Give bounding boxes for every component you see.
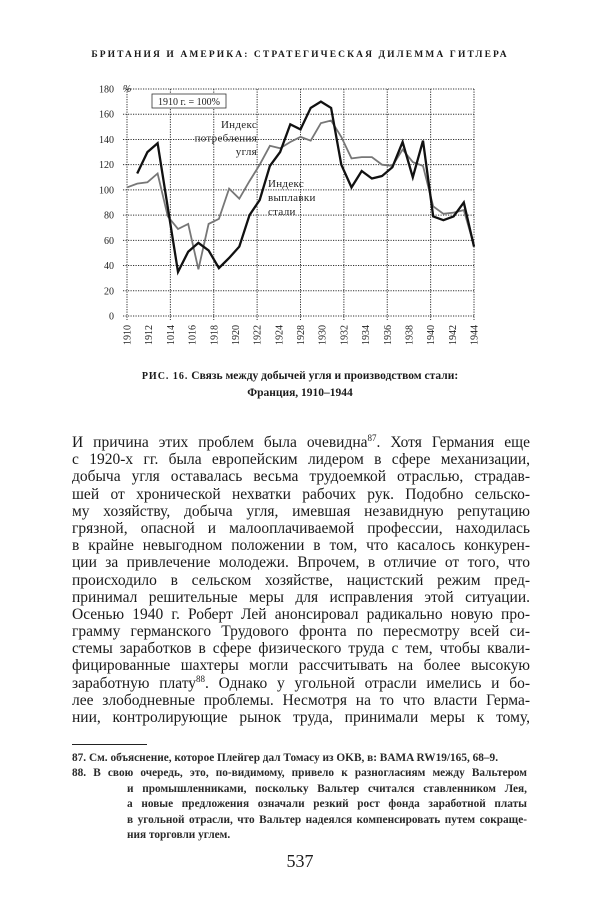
text-line [72,606,530,623]
y-tick-label: 60 [104,235,114,247]
text-segment: нии, контролирующие рынок труда, принимали меры к тому, [72,709,530,726]
text-line [72,692,530,709]
y-tick-labels [99,85,114,323]
text-line [72,675,530,692]
text-line [72,623,530,640]
footnote-line: 87. См. объяснение, которое Плейгер дал Томасу из OKB, в: BAMA RW19/165, 68–9. [72,752,499,764]
steel-series-label: стали [268,206,296,218]
footnote-ref[interactable]: 87 [367,433,377,443]
text-line [72,589,530,606]
steel-output-line [137,102,474,272]
steel-series-label: выплавки [268,192,316,204]
text-segment: лее злободневные проблемы. Несмотря на то что власти Герма- [72,691,530,709]
caption-line-2: Франция, 1910–1944 [247,387,353,399]
x-tick-label: 1932 [339,325,351,345]
x-tick-label: 1014 [165,325,177,345]
x-tick-label: 1928 [296,325,307,345]
text-segment: грамму германского Трудового фронта по пересмотру всей си- [72,623,530,641]
steel-series-label: Индекс [268,178,305,190]
caption-line-1: Связь между добычей угля и производством стали: [191,370,459,382]
x-tick-label: 1910 [122,325,134,345]
text-segment: стемы заработков в сфере физического труда с тем, чтобы квали- [72,640,530,658]
chart-grid [123,89,474,320]
y-tick-label: 160 [99,109,114,121]
x-tick-label: 1924 [274,325,286,345]
x-tick-label: 1920 [230,325,242,345]
x-tick-label: 1940 [426,325,438,345]
text-segment: . Однако у угольной отрасли имелись и бо- [205,674,530,692]
text-segment: ции за привлечение молодежи. Впрочем, в отличие от того, что [72,554,530,572]
y-tick-label: 80 [104,210,114,222]
text-segment: И причина этих проблем была очевидна [72,434,368,451]
caption-label: РИС. 16. [141,371,189,382]
coal-series-label: угля [235,146,257,158]
text-segment: грязной, опасной и малооплачиваемой профессии, находилась [72,519,530,537]
text-segment: добыча угля оставалась весьма трудоемкой отраслью, страдав- [72,468,530,486]
x-tick-label: 1016 [187,325,199,345]
footnotes [72,751,527,843]
text-line [72,486,530,503]
text-line [72,503,530,520]
y-tick-label: 120 [99,160,114,172]
x-tick-label: 1922 [252,325,264,345]
text-segment: в крайне невыгодном положении в том, что касалось конкурен- [72,537,530,555]
footnote-line: а новые предложения означали резкий рост фонда заработной платы [127,798,527,811]
annotation-text: 1910 г. = 100% [158,97,220,108]
x-tick-label: 1938 [404,325,416,345]
text-segment: заработную плату [72,674,197,692]
y-tick-label: 100 [99,185,114,197]
text-line [72,572,530,589]
y-tick-label: 180 [99,84,114,96]
text-line [72,434,530,451]
footnote-line: ния торговли углем. [127,829,231,842]
text-segment: му хозяйству, добыча угля, имевшая незавидную репутацию [72,502,530,520]
x-tick-label: 1918 [209,325,221,345]
body-text [72,434,530,726]
text-segment: с 1920-х гг. была европейским лидером в сфере механизации, [72,451,530,469]
y-tick-label: 140 [99,134,114,146]
text-segment: принимал решительные меры для исправления этой ситуации. [72,588,530,606]
text-line [72,468,530,485]
text-line [72,640,530,657]
x-tick-label: 1944 [469,325,481,345]
y-axis-unit: % [123,84,132,95]
y-tick-label: 40 [104,261,114,273]
text-line [72,554,530,571]
y-tick-label: 20 [104,286,114,298]
y-tick-label: 0 [109,311,114,323]
text-line [72,537,530,554]
x-tick-label: 1930 [317,325,329,345]
text-segment: фицированные шахтеры могли рассчитывать на более высокую [72,657,530,675]
text-line [72,709,530,726]
text-line [72,657,530,674]
coal-steel-chart [0,0,600,360]
x-tick-label: 1934 [361,325,373,345]
footnote-line: 88. В свою очередь, это, по-видимому, привело к разногласиям между Вальтером [72,767,527,780]
running-head: БРИТАНИЯ И АМЕРИКА: СТРАТЕГИЧЕСКАЯ ДИЛЕММА ГИТЛЕРА [91,50,509,60]
text-line [72,520,530,537]
x-tick-labels [123,325,481,345]
footnote-line: и промышленниками, поскольку Вальтер считался ставленником Лея, [127,782,527,795]
x-tick-label: 1912 [144,325,156,345]
x-tick-label: 1936 [382,325,394,345]
footnote-ref[interactable]: 88 [196,673,206,684]
text-segment: . Хотя Германия еще [376,434,530,451]
figure-caption [0,368,600,401]
text-line [72,451,530,468]
footnote-line: в угольной отрасли, что Вальтер надеялся компенсировать путем сокраще- [127,813,527,826]
text-segment: Осенью 1940 г. Роберт Лей анонсировал радикально новую про- [72,605,530,623]
footnote-rule [72,744,147,745]
text-segment: происходило в сельском хозяйстве, нацистский режим пред- [72,571,530,589]
text-segment: шей от хронической нехватки рабочих рук. Подобно сельско- [72,485,530,503]
coal-series-label: потребления [194,132,257,145]
page-number: 537 [286,851,314,871]
coal-series-label: Индекс [220,119,257,131]
x-tick-label: 1942 [447,325,459,345]
series-labels [195,119,316,218]
